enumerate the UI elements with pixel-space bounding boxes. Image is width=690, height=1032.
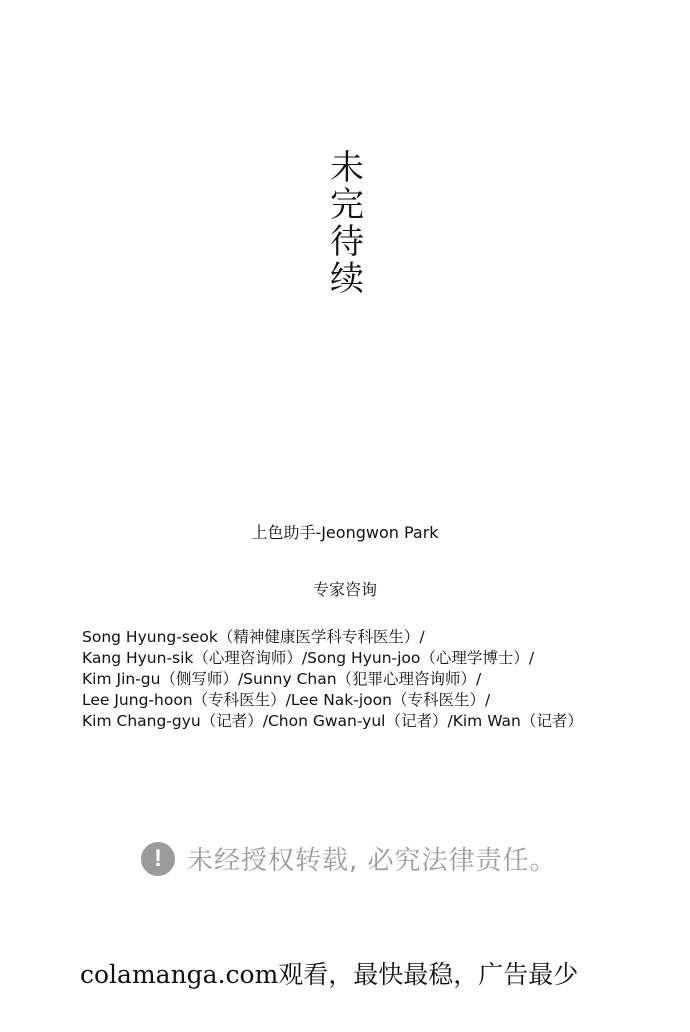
source-footer: colamanga.com观看，最快最稳，广告最少 xyxy=(80,960,579,989)
credit-line: Song Hyung-seok（精神健康医学科专科医生）/ xyxy=(82,628,425,646)
vertical-title xyxy=(327,150,367,298)
title-char: 完 xyxy=(330,185,364,225)
credit-line: Kim Jin-gu（侧写师）/Sunny Chan（犯罪心理咨询师）/ xyxy=(82,670,482,688)
credit-line: Lee Jung-hoon（专科医生）/Lee Nak-joon（专科医生）/ xyxy=(82,691,491,709)
title-char: 续 xyxy=(330,259,364,299)
warning-text: 未经授权转载, 必究法律责任。 xyxy=(187,846,557,876)
colorist-credit: 上色助手-Jeongwon Park xyxy=(251,523,439,542)
consult-heading: 专家咨询 xyxy=(312,580,377,599)
title-char: 未 xyxy=(330,148,364,188)
credit-line: Kim Chang-gyu（记者）/Chon Gwan-yul（记者）/Kim Wan（记者） xyxy=(82,712,583,730)
credit-line: Kang Hyun-sik（心理咨询师）/Song Hyun-joo（心理学博士）/ xyxy=(82,649,535,667)
title-char: 待 xyxy=(330,222,364,262)
exclamation-icon: ! xyxy=(141,842,175,876)
consultant-credits xyxy=(82,627,583,732)
copyright-warning xyxy=(141,840,557,877)
